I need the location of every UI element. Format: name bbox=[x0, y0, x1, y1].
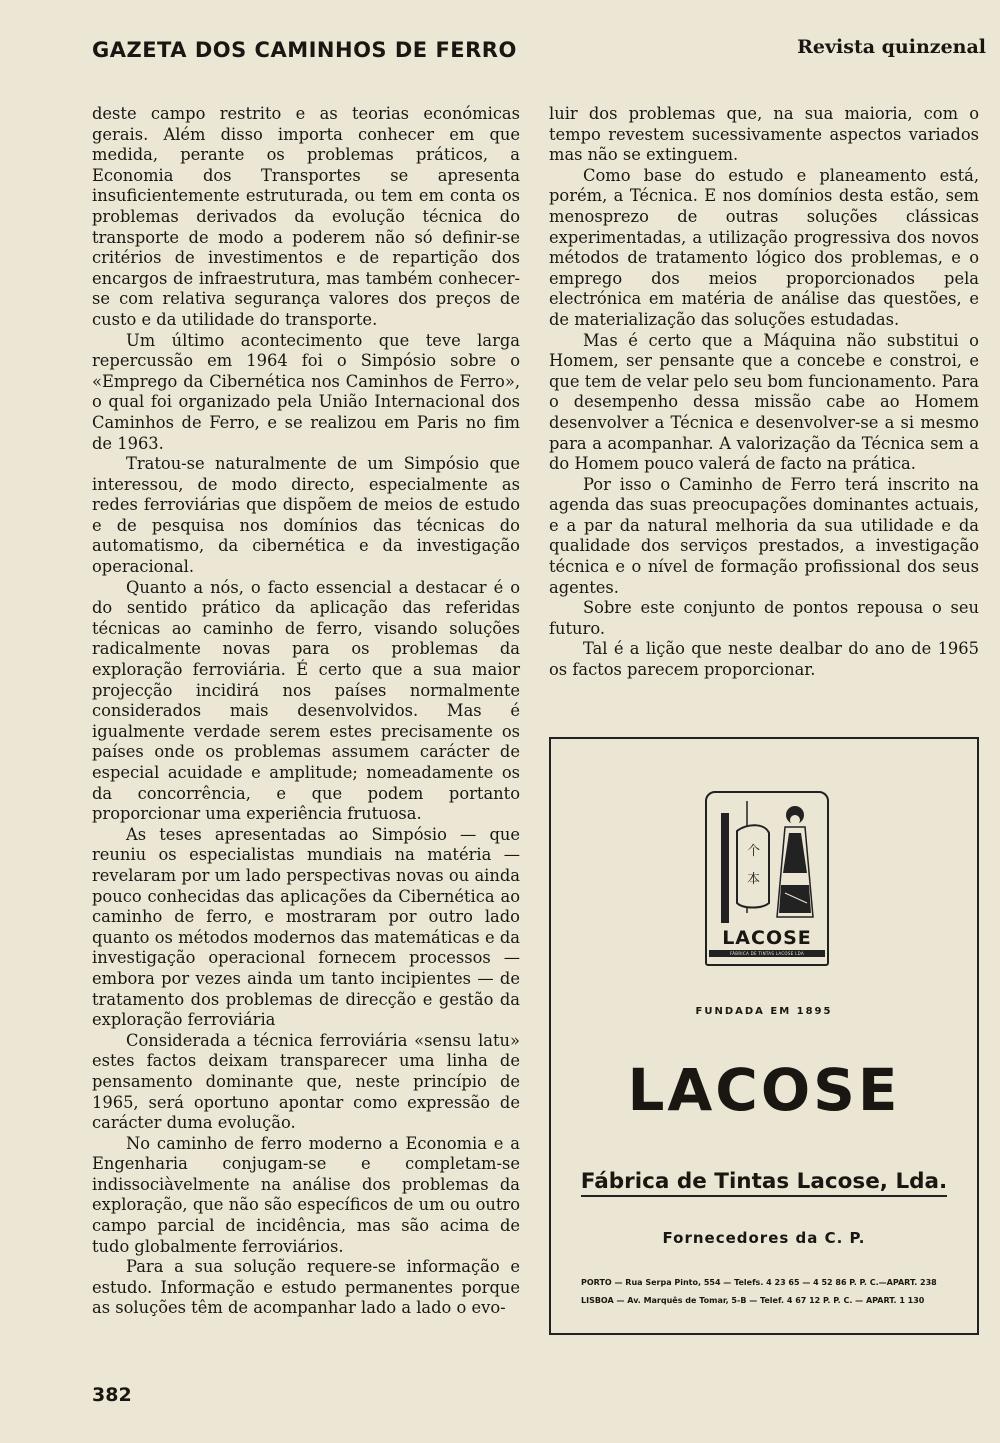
paragraph: No caminho de ferro moderno a Economia e a Engenharia conjugam-se e completam-se indissociàvelmente na análise dos problemas da exploração, que não são específicos de um ou outro campo parcial de incidência, mas são acima de tudo globalmente ferroviários. bbox=[92, 1133, 520, 1256]
paragraph: Tal é a lição que neste dealbar do ano de 1965 os factos parecem proporcionar. bbox=[549, 639, 979, 680]
founded-year: FUNDADA EM 1895 bbox=[695, 1006, 833, 1017]
paragraph: Por isso o Caminho de Ferro terá inscrito na agenda das suas preocupações dominantes actuais, e a par da natural melhoria da sua utilidade e da qualidade dos serviços prestados, a investigação técnica e o nível de formação profissional dos seus agentes. bbox=[549, 474, 979, 597]
logo-wordmark: LACOSE bbox=[722, 927, 812, 949]
brand-name: LACOSE bbox=[627, 1056, 901, 1124]
svg-text:个: 个 bbox=[747, 844, 761, 859]
paragraph: luir dos problemas que, na sua maioria, com o tempo revestem sucessivamente aspectos variados mas não se extinguem. bbox=[549, 104, 979, 165]
geisha-figure-icon bbox=[707, 793, 827, 923]
paragraph: Um último acontecimento que teve larga repercussão em 1964 foi o Simpósio sobre o «Emprego da Cibernética nos Caminhos de Ferro», o qual foi organizado pela União Internacional dos Caminhos de Ferro, e se realizou em Paris no fim de 1963. bbox=[92, 330, 520, 453]
page-header-subtitle: Revista quinzenal bbox=[797, 36, 986, 58]
company-name bbox=[551, 1169, 977, 1194]
paragraph: Como base do estudo e planeamento está, porém, a Técnica. E nos domínios desta estão, sem menosprezo de outras soluções clássicas experimentadas, a utilização progressiva dos novos métodos de tratamento lógico dos problemas, e o emprego dos meios proporcionados pela electrónica em matéria de análise das questões, e de materialização das soluções estudadas. bbox=[549, 165, 979, 329]
paragraph: Sobre este conjunto de pontos repousa o seu futuro. bbox=[549, 598, 979, 638]
lacose-logo bbox=[705, 791, 829, 966]
lacose-advertisement bbox=[549, 737, 979, 1335]
address-porto: PORTO — Rua Serpa Pinto, 554 — Telefs. 4 23 65 — 4 52 86 P. P. C.—APART. 238 bbox=[581, 1278, 937, 1287]
paragraph: Quanto a nós, o facto essencial a destacar é o do sentido prático da aplicação das referidas técnicas ao caminho de ferro, visando soluções radicalmente novas para os problemas da exploração ferroviária. É certo que a sua maior projecção incidirá nos países normalmente considerados mais desenvolvidos. Mas é igualmente verdade serem estes precisamente os países onde os problemas assumem carácter de especial acuidade e amplitude; nomeadamente os da concorrência, e que podem portanto proporcionar uma experiência frutuosa. bbox=[92, 577, 520, 824]
page-header-title: GAZETA DOS CAMINHOS DE FERRO bbox=[92, 38, 517, 62]
paragraph: Mas é certo que a Máquina não substitui o Homem, ser pensante que a concebe e constroi, e que tem de velar pelo seu bom funcionamento. Para o desempenho dessa missão cabe ao Homem desenvolver a Técnica e desenvolver-se a si mesmo para a acompanhar. A valorização da Técnica sem a do Homem pouco valerá de facto na prática. bbox=[549, 330, 979, 474]
company-name-text: Fábrica de Tintas Lacose, Lda. bbox=[581, 1169, 947, 1197]
paragraph: As teses apresentadas ao Simpósio — que reuniu os especialistas mundiais na matéria — revelaram por um lado perspectivas novas ou ainda pouco conhecidas das aplicações da Cibernética ao caminho de ferro, e mostraram por outro lado quanto os métodos modernos das matemáticas e da investigação operacional fornecem processos — embora por vezes ainda um tanto incipientes — de tratamento dos problemas de direcção e gestão da exploração ferroviária bbox=[92, 824, 520, 1030]
paragraph: deste campo restrito e as teorias económicas gerais. Além disso importa conhecer em que medida, perante os problemas práticos, a Economia dos Transportes se apresenta insuficientemente estruturada, ou tem em conta os problemas derivados da evolução técnica do transporte de modo a poderem não só definir-se critérios de investimentos e de repartição dos encargos de infraestrutura, mas também conhecer-se com relativa segurança valores dos preços de custo e da utilidade do transporte. bbox=[92, 104, 520, 329]
paragraph: Considerada a técnica ferroviária «sensu latu» estes factos deixam transparecer uma linha de pensamento dominante que, neste princípio de 1965, será oportuno apontar como expressão de carácter duma evolução. bbox=[92, 1030, 520, 1133]
logo-subtext: FÁBRICA DE TINTAS LACOSE LDA bbox=[709, 950, 825, 957]
article-column-left bbox=[92, 104, 520, 1319]
supplier-line: Fornecedores da C. P. bbox=[662, 1229, 866, 1247]
paragraph: Tratou-se naturalmente de um Simpósio que interessou, de modo directo, especialmente as redes ferroviárias que dispõem de meios de estudo e de pesquisa nos domínios das técnicas do automatismo, da cibernética e da investigação operacional. bbox=[92, 454, 520, 577]
svg-text:本: 本 bbox=[747, 872, 761, 887]
paragraph: Para a sua solução requere-se informação e estudo. Informação e estudo permanentes porque as soluções têm de acompanhar lado a lado o evo- bbox=[92, 1257, 520, 1318]
address-lisboa: LISBOA — Av. Marquês de Tomar, 5-B — Telef. 4 67 12 P. P. C. — APART. 1 130 bbox=[581, 1296, 925, 1305]
page-number: 382 bbox=[92, 1384, 132, 1406]
article-column-right bbox=[549, 104, 979, 681]
